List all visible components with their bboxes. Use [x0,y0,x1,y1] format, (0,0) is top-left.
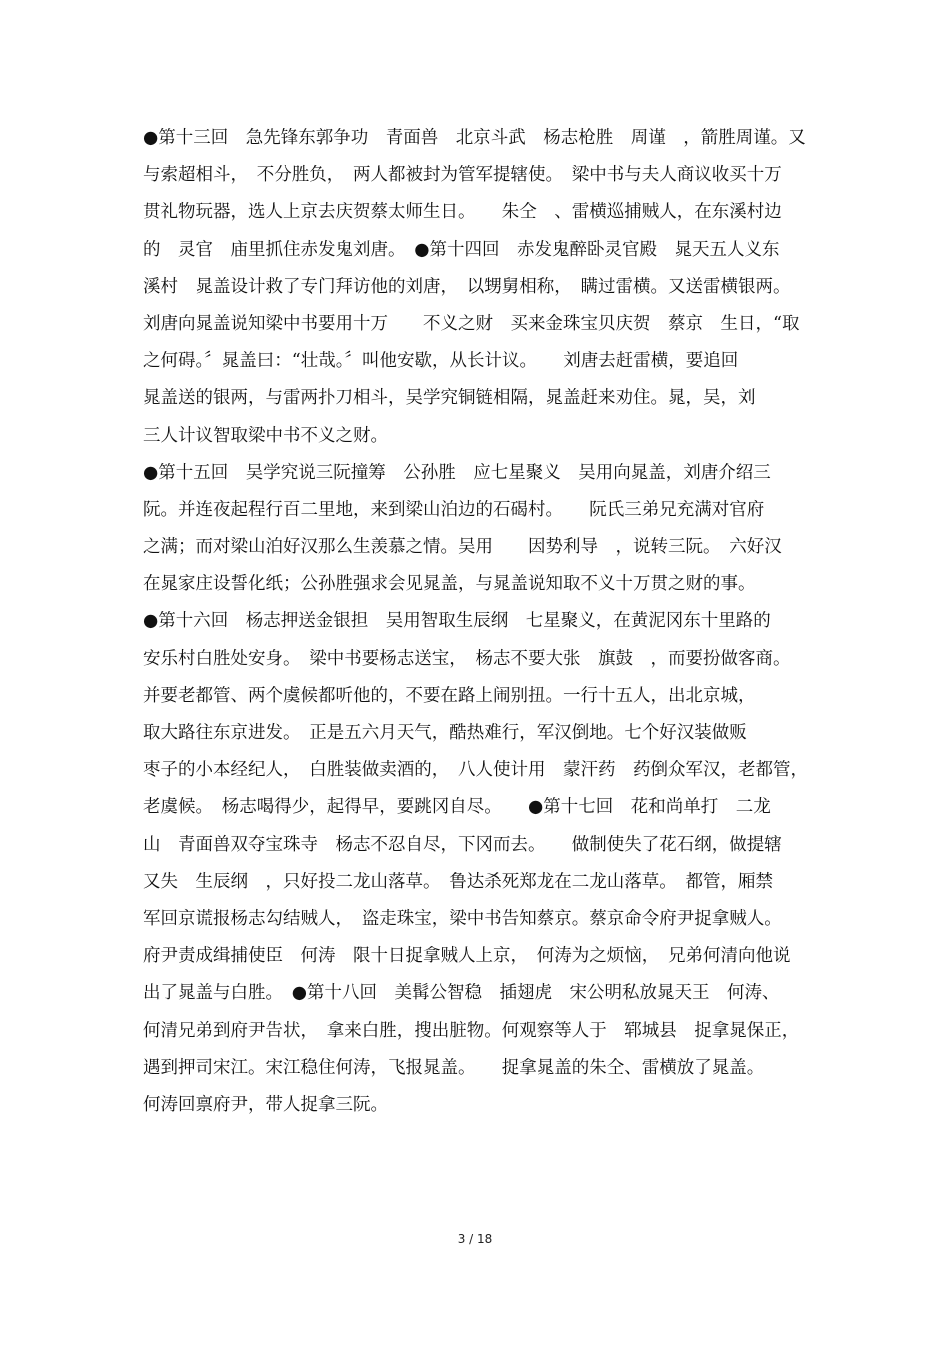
text-line: 贯礼物玩器，选人上京去庆贺蔡太师生日。 朱仝 、雷横巡捕贼人，在东溪村边 [143,202,782,223]
text-line: 军回京谎报杨志勾结贼人， 盗走珠宝，梁中书告知蔡京。蔡京命令府尹捉拿贼人。 [143,908,782,929]
text-line: 与索超相斗， 不分胜负， 两人都被封为管军提辖使。 梁中书与夫人商议收买十万 [143,165,782,186]
text-line: ●第十三回 急先锋东郭争功 青面兽 北京斗武 杨志枪胜 周谨 ，箭胜周谨。又 [143,128,806,148]
text-line: 刘唐向晁盖说知梁中书要用十万 不义之财 买来金珠宝贝庆贺 蔡京 生日，“取 [143,313,800,334]
text-line: 安乐村白胜处安身。 梁中书要杨志送宝， 杨志不要大张 旗鼓 ，而要扮做客商。 [143,648,791,669]
text-line: 出了晁盖与白胜。 ●第十八回 美髯公智稳 插翅虎 宋公明私放晁天王 何涛、 [143,983,780,1004]
text-line: 在晁家庄设誓化纸；公孙胜强求会见晁盖，与晁盖说知取不义十万贯之财的事。 [143,574,756,595]
text-line: 之满；而对梁山泊好汉那么生羡慕之情。吴用 因势利导 ，说转三阮。 六好汉 [143,537,782,558]
text-line: 并要老都管、两个虞候都听他的，不要在路上闹别扭。一行十五人，出北京城， [143,685,756,706]
page-number: 3 / 18 [457,1232,493,1246]
text-line: 溪村 晁盖设计救了专门拜访他的刘唐， 以甥舅相称， 瞒过雷横。又送雷横银两。 [143,276,791,297]
text-line: 遇到押司宋江。宋江稳住何涛，飞报晁盖。 捉拿晁盖的朱仝、雷横放了晁盖。 [143,1057,765,1078]
body-text [143,120,823,1124]
text-line: ●第十六回 杨志押送金银担 吴用智取生辰纲 七星聚义，在黄泥冈东十里路的 [143,611,771,632]
text-line: 何涛回禀府尹，带人捉拿三阮。 [143,1094,388,1115]
text-line: 晁盖送的银两，与雷两扑刀相斗，吴学究铜链相隔，晁盖赶来劝住。晁，吴，刘 [143,388,756,409]
text-line: 的 灵官 庙里抓住赤发鬼刘唐。 ●第十四回 赤发鬼醉卧灵官殿 晁天五人义东 [143,239,780,260]
text-line: 府尹责成缉捕使臣 何涛 限十日捉拿贼人上京， 何涛为之烦恼， 兄弟何清向他说 [143,946,791,967]
text-line: 老虞候。 杨志喝得少，起得早，要跳冈自尽。 ●第十七回 花和尚单打 二龙 [143,797,771,818]
text-line: 取大路往东京进发。 正是五六月天气，酷热难行，军汉倒地。七个好汉装做贩 [143,723,747,743]
text-line: 何清兄弟到府尹告状， 拿来白胜，搜出脏物。何观察等人于 郓城县 捉拿晁保正， [143,1020,800,1041]
text-line: 又失 生辰纲 ，只好投二龙山落草。 鲁达杀死郑龙在二龙山落草。 都管，厢禁 [143,871,773,892]
text-line: 三人计议智取梁中书不义之财。 [143,425,388,446]
text-line: ●第十五回 吴学究说三阮撞筹 公孙胜 应七星聚义 吴用向晁盖，刘唐介绍三 [143,462,771,483]
text-line: 枣子的小本经纪人， 白胜装做卖酒的， 八人使计用 蒙汗药 药倒众军汉，老都管， [143,760,808,781]
text-line: 阮。并连夜起程行百二里地，来到梁山泊边的石碣村。 阮氏三弟兄充满对官府 [143,499,765,520]
text-line: 山 青面兽双夺宝珠寺 杨志不忍自尽，下冈而去。 做制使失了花石纲，做提辖 [143,834,782,855]
text-line: 之何碍。〞晁盖曰：“壮哉。〞叫他安歇，从长计议。 刘唐去赶雷横，要追回 [143,351,739,372]
